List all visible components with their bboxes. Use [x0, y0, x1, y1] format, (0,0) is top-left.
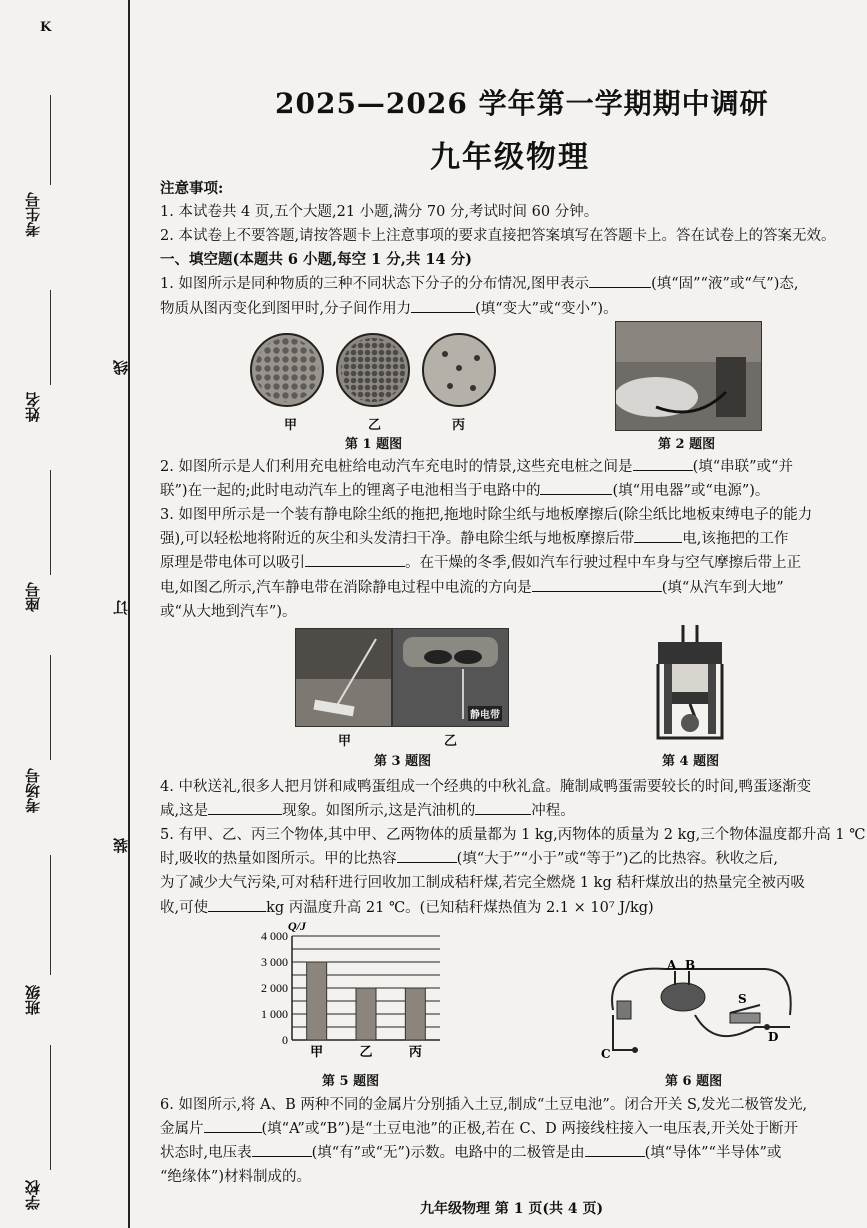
question-5-line: 时,吸收的热量如图所示。甲的比热容 (填“大于”“小于”或“等于”)乙的比热容。秋收之后,: [160, 847, 778, 872]
question-3-line: 强),可以轻松地将附近的灰尘和头发清扫干净。静电除尘纸与地板摩擦后带 电,该拖把的工作: [160, 527, 788, 552]
question-1-line: 1. 如图所示是同种物质的三种不同状态下分子的分布情况,图甲表示 (填“固”“液”或“气”)态,: [160, 272, 798, 297]
chart-bar: [405, 988, 425, 1040]
answer-blank: [208, 800, 282, 815]
figure-1-label-jia: 甲: [284, 418, 298, 433]
chart-category-label: 甲: [310, 1045, 324, 1060]
notice-heading: 注意事项:: [160, 180, 224, 197]
question-6-line: 状态时,电压表 (填“有”或“无”)示数。电路中的二极管是由 (填“导体”“半导体”或: [160, 1141, 781, 1166]
bind-mark-line: 线: [112, 360, 130, 375]
answer-blank: [252, 1142, 312, 1157]
figure-6-label-b: B: [685, 958, 696, 972]
figure-1-label-bing: 丙: [452, 418, 466, 433]
figure-3-mop-photo: [295, 628, 392, 727]
chart-ylabel: Q/J: [288, 919, 306, 933]
chart-category-label: 乙: [359, 1045, 373, 1060]
question-4-line: 咸,这是 现象。如图所示,这是汽油机的 冲程。: [160, 799, 575, 824]
answer-blank: [585, 1142, 645, 1157]
chart-y-tick-label: 1 000: [261, 1007, 288, 1021]
question-4-line: 4. 中秋送礼,很多人把月饼和咸鸭蛋组成一个经典的中秋礼盒。腌制咸鸭蛋需要较长的时间,鸭蛋逐渐变: [160, 779, 812, 795]
chart-bar: [356, 988, 376, 1040]
question-3-line: 原理是带电体可以吸引 。在干燥的冬季,假如汽车行驶过程中车身与空气摩擦后带上正: [160, 551, 801, 576]
label-class: 班级: [24, 985, 42, 1015]
page-footer: 九年级物理 第 1 页(共 4 页): [420, 1201, 604, 1217]
figure-3-caption: 第 3 题图: [374, 754, 432, 769]
answer-blank: [208, 897, 266, 912]
chart-category-label: 丙: [408, 1045, 422, 1060]
chart-y-tick-label: 3 000: [261, 955, 288, 969]
figure-3-strap-tag: 静电带: [468, 706, 502, 721]
figure-6-label-s: S: [738, 992, 747, 1006]
candidate-number-blank: [50, 95, 51, 185]
label-school: 学校: [24, 1180, 42, 1210]
figure-4-engine-diagram: [650, 620, 730, 745]
chart-y-tick-label: 0: [282, 1033, 288, 1047]
figure-4-caption: 第 4 题图: [662, 754, 720, 769]
chart-y-tick-label: 2 000: [261, 981, 288, 995]
seat-blank: [50, 470, 51, 575]
label-candidate-number: 考生号: [24, 192, 42, 237]
answer-blank: [204, 1118, 262, 1133]
question-5-line: 收,可使 kg 丙温度升高 21 ℃。(已知秸秆煤热值为 2.1 × 10⁷ J/kg): [160, 896, 654, 921]
chart-y-tick-label: 4 000: [261, 929, 288, 943]
bind-mark-bind: 装: [112, 838, 130, 853]
label-exam-room: 考场号: [24, 768, 42, 813]
answer-blank: [540, 480, 612, 495]
label-name: 姓名: [24, 392, 42, 422]
exam-title: 2025—2026 学年第一学期期中调研: [275, 87, 769, 120]
question-1-line: 物质从图丙变化到图甲时,分子间作用力 (填“变大”或“变小”)。: [160, 297, 618, 322]
figure-3-label-jia: 甲: [338, 734, 352, 749]
question-3-line: 或“从大地到汽车”)。: [160, 604, 297, 620]
question-3-line: 电,如图乙所示,汽车静电带在消除静电过程中电流的方向是 (填“从汽车到大地”: [160, 576, 784, 601]
question-5-line: 5. 有甲、乙、丙三个物体,其中甲、乙两物体的质量都为 1 kg,丙物体的质量为 2 kg,三个物体温度都升高 1 ℃: [160, 827, 866, 843]
figure-6-caption: 第 6 题图: [665, 1074, 723, 1089]
figure-5-bar-chart: [240, 918, 450, 1068]
figure-1-caption: 第 1 题图: [345, 437, 403, 452]
label-seat: 座号: [24, 582, 42, 612]
question-2-line: 联”)在一起的;此时电动汽车上的锂离子电池相当于电路中的 (填“用电器”或“电源”)。: [160, 479, 769, 504]
question-6-line: 6. 如图所示,将 A、B 两种不同的金属片分别插入土豆,制成“土豆电池”。闭合开关 S,发光二极管发光,: [160, 1097, 808, 1113]
answer-blank: [589, 273, 651, 288]
corner-mark: K: [40, 20, 52, 35]
question-3-line: 3. 如图甲所示是一个装有静电除尘纸的拖把,拖地时除尘纸与地板摩擦后(除尘纸比地板束缚电子的能力: [160, 507, 813, 523]
figure-6-circuit-diagram: [595, 955, 810, 1063]
question-6-line: 金属片 (填“A”或“B”)是“土豆电池”的正极,若在 C、D 两接线柱接入一电压表,开关处于断开: [160, 1117, 798, 1142]
figure-5-caption: 第 5 题图: [322, 1074, 380, 1089]
figure-6-label-d: D: [768, 1030, 779, 1044]
answer-blank: [411, 298, 475, 313]
notice-item: 2. 本试卷上不要答题,请按答题卡上注意事项的要求直接把答案填写在答题卡上。答在试卷上的答案无效。: [160, 228, 836, 244]
section-heading: 一、填空题(本题共 6 小题,每空 1 分,共 14 分): [160, 251, 472, 268]
school-blank: [50, 1045, 51, 1170]
figure-2-caption: 第 2 题图: [658, 437, 716, 452]
figure-2-charging-photo: [615, 321, 762, 431]
question-6-line: “绝缘体”)材料制成的。: [160, 1169, 311, 1185]
figure-6-label-c: C: [601, 1047, 611, 1061]
answer-blank: [633, 456, 693, 471]
exam-room-blank: [50, 655, 51, 760]
class-blank: [50, 855, 51, 975]
answer-blank: [305, 552, 405, 567]
chart-bar: [307, 962, 327, 1040]
answer-blank: [634, 528, 682, 543]
figure-3-label-yi: 乙: [444, 734, 458, 749]
question-2-line: 2. 如图所示是人们利用充电桩给电动汽车充电时的情景,这些充电桩之间是 (填“串联”或“并: [160, 455, 793, 480]
notice-item: 1. 本试卷共 4 页,五个大题,21 小题,满分 70 分,考试时间 60 分钟。: [160, 204, 599, 220]
answer-blank: [397, 848, 457, 863]
question-5-line: 为了减少大气污染,可对秸秆进行回收加工制成秸秆煤,若完全燃烧 1 kg 秸秆煤放出的热量完全被丙吸: [160, 875, 805, 891]
name-blank: [50, 290, 51, 385]
bind-mark-staple: 订: [112, 600, 130, 615]
exam-subject: 九年级物理: [430, 140, 590, 175]
answer-blank: [532, 577, 662, 592]
figure-6-label-a: A: [667, 958, 677, 972]
figure-1-label-yi: 乙: [368, 418, 382, 433]
answer-blank: [475, 800, 531, 815]
